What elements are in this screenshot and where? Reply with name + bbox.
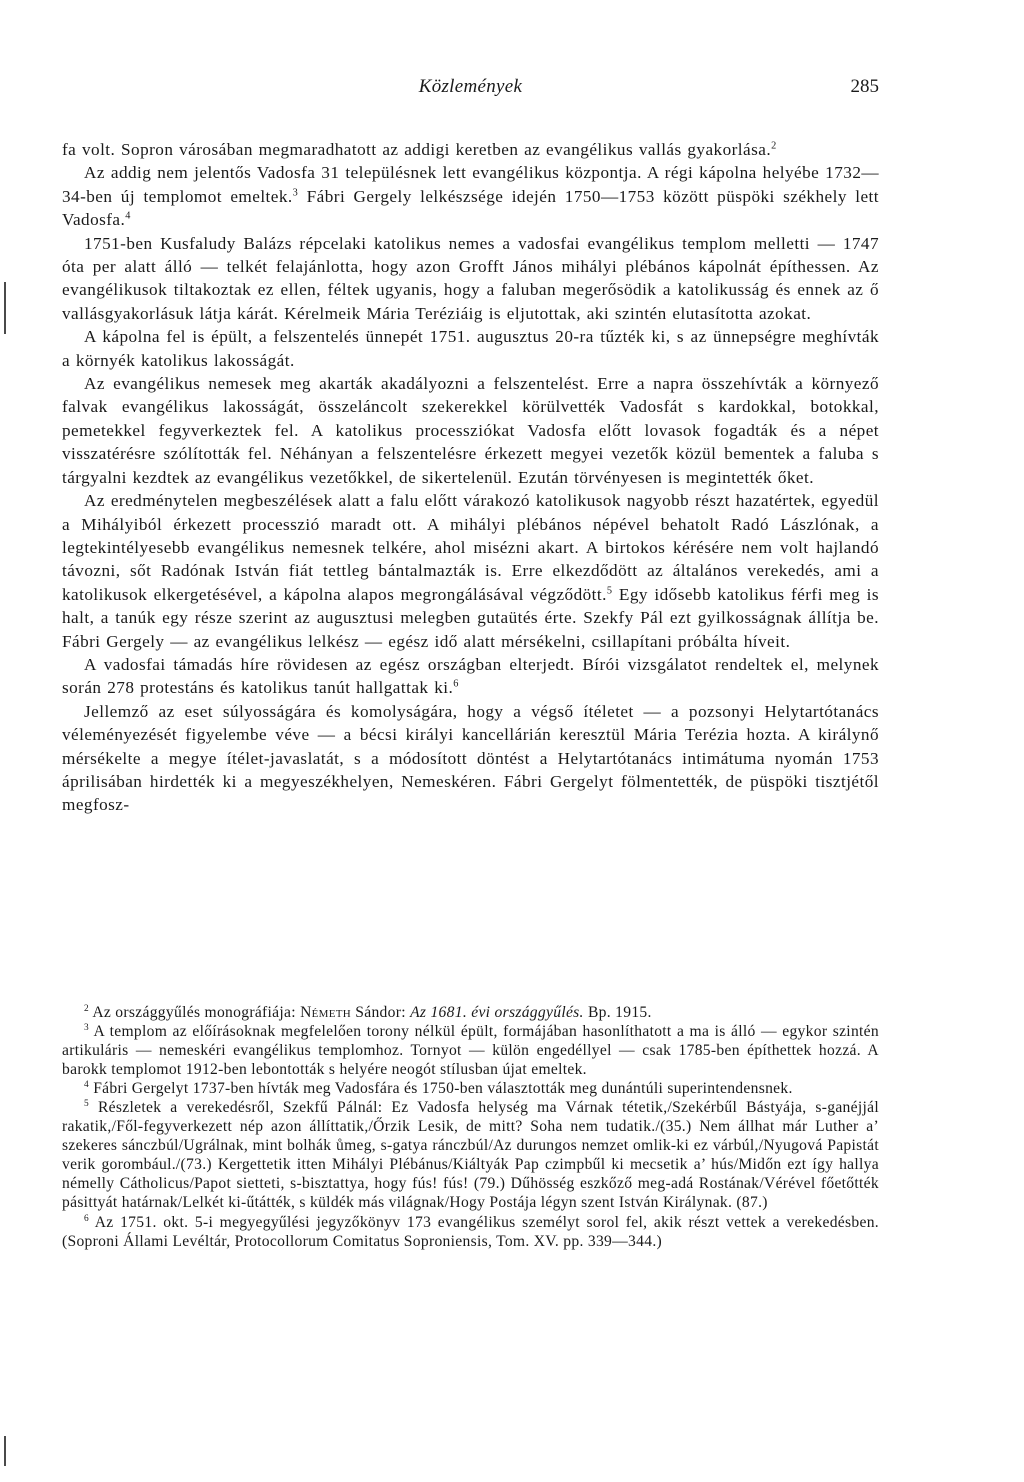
paragraph — [62, 138, 879, 161]
page-header — [62, 76, 879, 102]
body-text — [62, 138, 879, 817]
paragraph-text: 1751-ben Kusfaludy Balázs répcelaki katolikus nemes a vadosfai evangélikus templom melletti — 1747 óta per alatt álló — telkét felajánlotta, hogy azon Grofft János mihályi plébános kápolnát építhessen. Az evangélikusok tiltakoztak ez ellen, féltek ugyanis, hogy a faluban megerősödik a katolikusság és ennek az ő vallásgyakorlásuk látja kárát. Kérelmeik Mária Teréziáig is eljutottak, aki szintén elutasította azokat. — [62, 233, 879, 323]
paragraph-text: fa volt. Sopron városában megmaradhatott az addigi keretben az evangélikus vallás gyakorlása. — [62, 140, 772, 159]
page-number: 285 — [850, 76, 879, 97]
footnote-ref: 4 — [125, 210, 131, 222]
paragraph — [62, 372, 879, 489]
footnote-mark: 2 — [84, 1003, 89, 1014]
footnote-2 — [62, 1003, 879, 1022]
footnote-mark: 6 — [84, 1213, 89, 1224]
paragraph — [62, 325, 879, 372]
paragraph-text: Az evangélikus nemesek meg akarták akadályozni a felszentelést. Erre a napra összehívták a környező falvak evangélikus lakosságát, összeláncolt szekerekkel körülvették Vadosfát s kardokkal, botokkal, pemetekkel fegyverkeztek fel. A katolikus processziókat Vadosfa előtt lovasok fogadták és a népet visszatérésre szólították fel. Néhányan a felszentelésre érkezett megyei vezetők közül bementek a faluba s tárgyalni kezdtek az evangélikus vezetőkkel, de sikertelenül. Ezután törvényesen is megintették őket. — [62, 374, 879, 487]
paragraph — [62, 653, 879, 700]
margin-scan-mark-upper — [4, 282, 6, 334]
paragraph-text: Az eredménytelen megbeszélések alatt a falu előtt várakozó katolikusok nagyobb részt hazatértek, egyedül a Mihályiból érkezett processzió maradt ott. A mihályi plébános népével behatolt Radó Lászlónak, a legtekintélyesebb evangélikus nemesnek telkére, ahol misézni akart. A birtokos kérésére nem volt hajlandó távozni, sőt Radónak István fiát tettleg bántalmazták is. Erre elkezdődött az általános verekedés, ami a katolikusok elkergetésével, a kápolna alapos megrongálásával végződött. — [62, 491, 879, 604]
footnote-ref: 3 — [292, 187, 299, 199]
paragraph — [62, 161, 879, 231]
footnote-text: Sándor: — [351, 1004, 411, 1021]
paragraph-text: Jellemző az eset súlyosságára és komolyságára, hogy a végső ítéletet — a pozsonyi Helytartótanács véleményezését figyelembe véve — a bécsi királyi kancellárián keresztül Mária Terézia hozta. A királynő mérsékelte a megye ítélet-javaslatát, s a módosított döntést a Helytartótanács intimátuma nyomán 1753 áprilisában hirdették ki a megyeszékhelyen, Nemeskéren. Fábri Gergelyt fölmentették, de püspöki tisztjétől megfosz- — [62, 701, 879, 815]
paragraph-text: Egy idősebb katolikus férfi meg is halt, a tanúk egy része szerint az augusztusi melegben gutaütés érte. Szekfy Pál ezt gyilkosságnak állítja be. Fábri Gergely — az evangélikus lelkész — egész idő alatt mérsékelni, csillapítani próbálta híveit. — [62, 584, 879, 651]
footnote-text: Részletek a verekedésről, Szekfű Pálnál: Ez Vadosfa helység ma Várnak tétetik,/Szekérbűl Bástyája, s-ganéjjál rakatik,/Fől-fegyverkezett nép azon állíttatik,/Őrzik Lesik, de mitt? Soha nem tudatik./(35.) Nem állhat már Luther a’ szekeres sánczbúl/Ugrálnak, mint bolhák ůmeg, s-gatya ránczbúl/Az durungos nemzet omlik-ki ez várbúl,/Nyugová Papistát verik gorombául./(73.) Kergettetik itten Mihályi Plébánus/Kiáltyák Pap czimpbűl ki mecsetik a’ hús/Midőn ezt így hallya némelly Cátholicus/Papot sietteti, s-bisztattya, hogy fús! fús! (79.) Dűhösség eszkőző meg-adá Rostának/Vérével főetőtték pásittyát határnak/Lelkét ki-űtátték, s küldék más világnak/Hogy Postája légyn szent István Királynak. (87.) — [62, 1099, 879, 1212]
paragraph — [62, 232, 879, 326]
footnote-6 — [62, 1213, 879, 1251]
footnote-text: Az 1751. okt. 5-i megyegyűlési jegyzőkönyv 173 evangélikus személyt sorol fel, akik részt vettek a verekedésben. (Soproni Állami Levéltár, Protocollorum Comitatus Soproniensis, Tom. XV. pp. 339—344.) — [62, 1213, 879, 1250]
footnote-mark: 4 — [84, 1080, 89, 1090]
paragraph-text: Az addig nem jelentős Vadosfa 31 településnek lett evangélikus központja. A régi kápolna helyébe 1732—34-ben új templomot emeltek. — [62, 163, 879, 206]
footnotes — [62, 1003, 879, 1251]
footnote-text: A templom az előírásoknak megfelelően torony nélkül épült, formájában hasonlíthatott a ma is álló — egykor szintén artikuláris — nemeskéri evangélikus templomhoz. Tornyot — külön engedéllyel — csak 1785-ben építhettek hozzá. A barokk templomot 1912-ben lebontották s helyére neogót stílusban újat emeltek. — [62, 1023, 879, 1079]
paragraph-text: A vadosfai támadás híre rövidesen az egész országban elterjedt. Bírói vizsgálatot rendeltek el, melynek során 278 protestáns és katolikus tanút hallgattak ki. — [62, 654, 879, 698]
paragraph-text: A kápolna fel is épült, a felszentelés ünnepét 1751. augusztus 20-ra tűzték ki, s az ünnepségre meghívták a környék katolikus lakosságát. — [62, 327, 879, 370]
paragraph — [62, 489, 879, 653]
footnote-text: Az országgyűlés monográfiája: — [92, 1004, 301, 1021]
footnote-5 — [62, 1098, 879, 1212]
footnote-title: Az 1681. évi országgyűlés. — [410, 1004, 584, 1021]
document-page — [62, 0, 879, 1482]
paragraph-text: Fábri Gergely lelkészsége idején 1750—1753 között püspöki székhely lett Vadosfa. — [62, 186, 879, 230]
footnote-ref: 5 — [606, 584, 613, 596]
footnote-3 — [62, 1022, 879, 1079]
footnote-mark: 3 — [84, 1022, 89, 1033]
footnote-ref: 6 — [453, 678, 459, 690]
footnote-text: Fábri Gergelyt 1737-ben hívták meg Vadosfára és 1750-ben választották meg dunántúli superintendensnek. — [93, 1080, 793, 1098]
footnote-text: Bp. 1915. — [583, 1004, 652, 1021]
footnote-ref: 2 — [771, 140, 777, 152]
running-head: Közlemények — [418, 76, 523, 97]
paragraph — [62, 700, 879, 817]
footnote-mark: 5 — [84, 1099, 89, 1110]
margin-scan-mark-lower — [4, 1436, 6, 1466]
footnote-author: Németh — [300, 1004, 352, 1021]
footnote-4 — [62, 1079, 879, 1098]
